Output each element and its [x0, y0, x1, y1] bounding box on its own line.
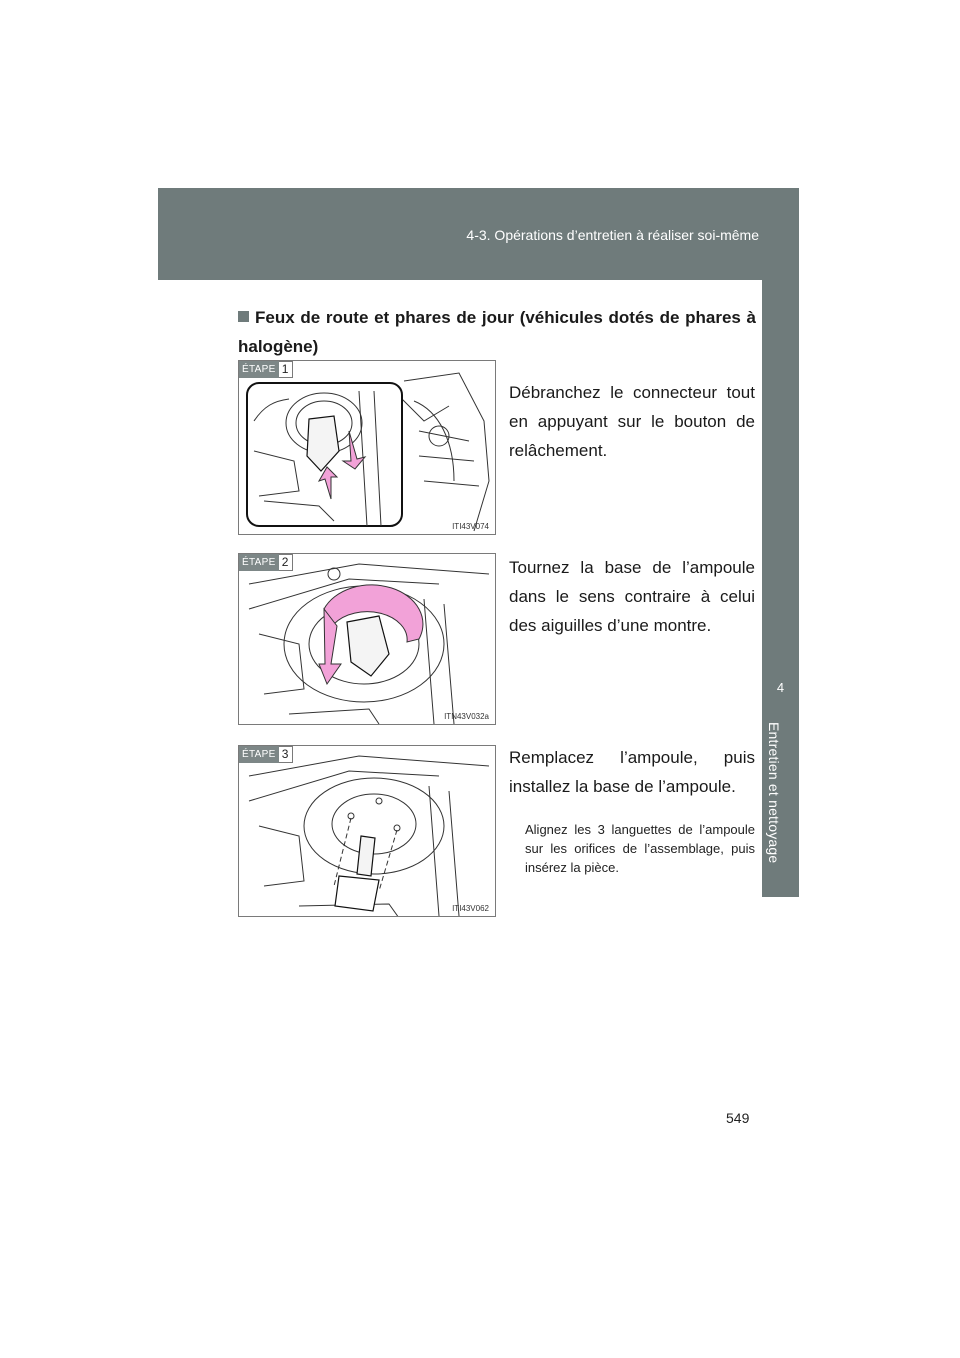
step-badge-word: ÉTAPE	[239, 361, 279, 378]
bulb-insertion-drawing	[239, 746, 496, 917]
step-badge	[239, 554, 293, 571]
step-1-instruction: Débranchez le connecteur tout en appuyant sur le bouton de relâchement.	[509, 383, 755, 460]
illustration-code: ITN43V032a	[444, 712, 489, 721]
headlight-connector-drawing	[239, 361, 496, 535]
step-3-illustration	[238, 745, 496, 917]
header-band	[158, 188, 799, 280]
step-3-instruction: Remplacez l’ampoule, puis installez la base de l’ampoule.	[509, 748, 755, 796]
step-2-instruction: Tournez la base de l’ampoule dans le sens contraire à celui des aiguilles d’une montre.	[509, 558, 755, 635]
step-3-note: Alignez les 3 languettes de l’ampoule sur les orifices de l’assemblage, puis insérez la pièce.	[525, 822, 755, 875]
chapter-number: 4	[776, 680, 785, 695]
chapter-side-tab	[762, 280, 799, 897]
step-2-illustration	[238, 553, 496, 725]
step-badge	[239, 361, 293, 378]
illustration-code: ITI43V062	[452, 904, 489, 913]
illustration-code: ITI43V074	[452, 522, 489, 531]
page-number: 549	[726, 1110, 750, 1126]
step-badge	[239, 746, 293, 763]
step-1-illustration	[238, 360, 496, 535]
step-badge-word: ÉTAPE	[239, 746, 279, 763]
step-badge-number: 3	[279, 746, 293, 763]
section-heading-text: Feux de route et phares de jour (véhicules dotés de phares à halogène)	[238, 308, 756, 356]
square-bullet-icon	[238, 311, 249, 322]
step-badge-number: 1	[279, 361, 293, 378]
step-badge-word: ÉTAPE	[239, 554, 279, 571]
chapter-label: Entretien et nettoyage	[766, 722, 782, 864]
chapter-section-title: 4-3. Opérations d’entretien à réaliser soi-même	[466, 227, 759, 243]
section-heading	[238, 303, 756, 361]
step-badge-number: 2	[279, 554, 293, 571]
bulb-base-rotation-drawing	[239, 554, 496, 725]
